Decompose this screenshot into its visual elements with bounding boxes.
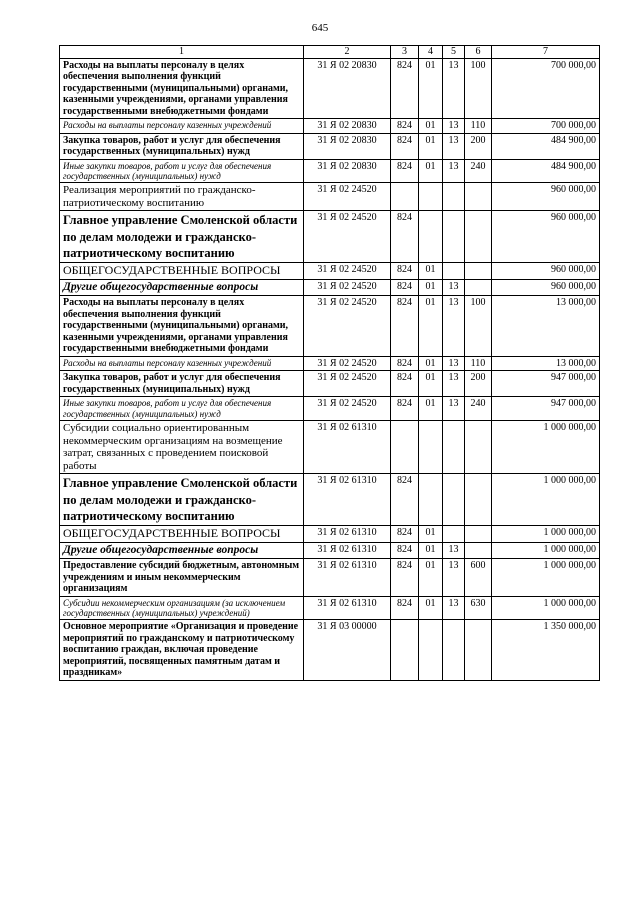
col-header-name: 1 bbox=[60, 46, 304, 59]
cell-rz: 01 bbox=[419, 58, 443, 119]
cell-pr: 13 bbox=[443, 159, 465, 183]
table-row bbox=[60, 356, 600, 371]
cell-rz: 01 bbox=[419, 543, 443, 559]
cell-sum: 960 000,00 bbox=[492, 211, 600, 263]
cell-vr: 100 bbox=[465, 296, 492, 357]
table-row bbox=[60, 526, 600, 543]
cell-sum: 13 000,00 bbox=[492, 296, 600, 357]
cell-vr: 110 bbox=[465, 119, 492, 134]
cell-sum: 960 000,00 bbox=[492, 280, 600, 296]
cell-vr: 240 bbox=[465, 397, 492, 421]
cell-vr: 600 bbox=[465, 559, 492, 597]
cell-code: 31 Я 02 24520 bbox=[304, 211, 391, 263]
table-row bbox=[60, 596, 600, 620]
cell-ved: 824 bbox=[391, 596, 419, 620]
cell-rz: 01 bbox=[419, 133, 443, 159]
cell-name: Основное мероприятие «Организация и проведение мероприятий по гражданскому и патриотическому воспитанию граждан, включая проведение мероприятий, посвященных памятным датам и праздникам» bbox=[60, 620, 304, 681]
cell-rz: 01 bbox=[419, 596, 443, 620]
cell-sum: 1 000 000,00 bbox=[492, 526, 600, 543]
cell-pr: 13 bbox=[443, 296, 465, 357]
cell-name: Субсидии некоммерческим организациям (за исключением государственных (муниципальных) учреждений) bbox=[60, 596, 304, 620]
cell-vr bbox=[465, 543, 492, 559]
cell-name: Главное управление Смоленской области по делам молодежи и гражданско-патриотическому воспитанию bbox=[60, 474, 304, 526]
cell-ved: 824 bbox=[391, 133, 419, 159]
cell-code: 31 Я 02 24520 bbox=[304, 371, 391, 397]
cell-name: ОБЩЕГОСУДАРСТВЕННЫЕ ВОПРОСЫ bbox=[60, 526, 304, 543]
cell-ved: 824 bbox=[391, 159, 419, 183]
cell-pr bbox=[443, 474, 465, 526]
cell-name: Главное управление Смоленской области по делам молодежи и гражданско-патриотическому воспитанию bbox=[60, 211, 304, 263]
cell-sum: 484 900,00 bbox=[492, 133, 600, 159]
cell-vr: 240 bbox=[465, 159, 492, 183]
cell-code: 31 Я 02 61310 bbox=[304, 526, 391, 543]
col-header-rz: 4 bbox=[419, 46, 443, 59]
cell-name: Расходы на выплаты персоналу в целях обеспечения выполнения функций государственными (муниципальными) органами, казенными учреждениями, органами управления государственными внебюджетными фондами bbox=[60, 296, 304, 357]
col-header-vr: 6 bbox=[465, 46, 492, 59]
cell-ved: 824 bbox=[391, 397, 419, 421]
table-row bbox=[60, 211, 600, 263]
table-row bbox=[60, 280, 600, 296]
cell-rz: 01 bbox=[419, 263, 443, 280]
cell-vr bbox=[465, 620, 492, 681]
cell-name: ОБЩЕГОСУДАРСТВЕННЫЕ ВОПРОСЫ bbox=[60, 263, 304, 280]
cell-code: 31 Я 02 61310 bbox=[304, 559, 391, 597]
cell-code: 31 Я 02 20830 bbox=[304, 58, 391, 119]
cell-sum: 960 000,00 bbox=[492, 183, 600, 211]
table-row bbox=[60, 133, 600, 159]
cell-pr bbox=[443, 420, 465, 474]
cell-rz: 01 bbox=[419, 397, 443, 421]
cell-rz: 01 bbox=[419, 526, 443, 543]
cell-rz bbox=[419, 183, 443, 211]
cell-code: 31 Я 02 24520 bbox=[304, 280, 391, 296]
page-number: 645 bbox=[311, 22, 329, 34]
cell-name: Закупка товаров, работ и услуг для обеспечения государственных (муниципальных) нужд bbox=[60, 133, 304, 159]
cell-ved: 824 bbox=[391, 371, 419, 397]
table-row bbox=[60, 183, 600, 211]
cell-pr: 13 bbox=[443, 119, 465, 134]
cell-name: Реализация мероприятий по гражданско-патриотическому воспитанию bbox=[60, 183, 304, 211]
cell-code: 31 Я 02 61310 bbox=[304, 474, 391, 526]
col-header-sum: 7 bbox=[492, 46, 600, 59]
col-header-code: 2 bbox=[304, 46, 391, 59]
table-row bbox=[60, 58, 600, 119]
cell-code: 31 Я 02 24520 bbox=[304, 296, 391, 357]
cell-sum: 1 000 000,00 bbox=[492, 543, 600, 559]
cell-pr: 13 bbox=[443, 397, 465, 421]
cell-name: Другие общегосударственные вопросы bbox=[60, 280, 304, 296]
cell-vr bbox=[465, 211, 492, 263]
cell-code: 31 Я 02 24520 bbox=[304, 263, 391, 280]
cell-vr: 200 bbox=[465, 133, 492, 159]
cell-ved bbox=[391, 420, 419, 474]
table-row bbox=[60, 296, 600, 357]
cell-pr: 13 bbox=[443, 58, 465, 119]
cell-ved: 824 bbox=[391, 474, 419, 526]
col-header-pr: 5 bbox=[443, 46, 465, 59]
cell-ved bbox=[391, 183, 419, 211]
cell-name: Другие общегосударственные вопросы bbox=[60, 543, 304, 559]
cell-ved bbox=[391, 620, 419, 681]
table-header-row bbox=[60, 46, 600, 59]
cell-sum: 1 350 000,00 bbox=[492, 620, 600, 681]
cell-sum: 700 000,00 bbox=[492, 119, 600, 134]
cell-sum: 1 000 000,00 bbox=[492, 596, 600, 620]
cell-code: 31 Я 03 00000 bbox=[304, 620, 391, 681]
cell-rz: 01 bbox=[419, 296, 443, 357]
cell-vr bbox=[465, 526, 492, 543]
cell-ved: 824 bbox=[391, 559, 419, 597]
cell-pr: 13 bbox=[443, 133, 465, 159]
cell-ved: 824 bbox=[391, 211, 419, 263]
cell-pr: 13 bbox=[443, 280, 465, 296]
cell-pr bbox=[443, 183, 465, 211]
cell-rz bbox=[419, 474, 443, 526]
cell-sum: 700 000,00 bbox=[492, 58, 600, 119]
table-row bbox=[60, 119, 600, 134]
cell-vr: 200 bbox=[465, 371, 492, 397]
cell-sum: 1 000 000,00 bbox=[492, 420, 600, 474]
cell-ved: 824 bbox=[391, 543, 419, 559]
cell-ved: 824 bbox=[391, 526, 419, 543]
cell-sum: 1 000 000,00 bbox=[492, 474, 600, 526]
cell-rz bbox=[419, 211, 443, 263]
cell-vr: 110 bbox=[465, 356, 492, 371]
cell-ved: 824 bbox=[391, 58, 419, 119]
cell-code: 31 Я 02 61310 bbox=[304, 543, 391, 559]
cell-name: Иные закупки товаров, работ и услуг для обеспечения государственных (муниципальных) нужд bbox=[60, 159, 304, 183]
cell-sum: 13 000,00 bbox=[492, 356, 600, 371]
cell-vr bbox=[465, 183, 492, 211]
cell-code: 31 Я 02 61310 bbox=[304, 420, 391, 474]
cell-ved: 824 bbox=[391, 119, 419, 134]
cell-sum: 1 000 000,00 bbox=[492, 559, 600, 597]
cell-sum: 947 000,00 bbox=[492, 397, 600, 421]
cell-sum: 484 900,00 bbox=[492, 159, 600, 183]
table-row bbox=[60, 397, 600, 421]
cell-name: Закупка товаров, работ и услуг для обеспечения государственных (муниципальных) нужд bbox=[60, 371, 304, 397]
cell-vr: 630 bbox=[465, 596, 492, 620]
cell-pr: 13 bbox=[443, 356, 465, 371]
cell-sum: 947 000,00 bbox=[492, 371, 600, 397]
cell-code: 31 Я 02 20830 bbox=[304, 119, 391, 134]
cell-ved: 824 bbox=[391, 263, 419, 280]
table-row bbox=[60, 420, 600, 474]
table-row bbox=[60, 474, 600, 526]
cell-rz: 01 bbox=[419, 280, 443, 296]
cell-vr bbox=[465, 420, 492, 474]
cell-code: 31 Я 02 61310 bbox=[304, 596, 391, 620]
cell-ved: 824 bbox=[391, 356, 419, 371]
cell-name: Субсидии социально ориентированным некоммерческим организациям на возмещение затрат, связанных с проведением поисковой работы bbox=[60, 420, 304, 474]
cell-code: 31 Я 02 24520 bbox=[304, 183, 391, 211]
cell-name: Расходы на выплаты персоналу казенных учреждений bbox=[60, 119, 304, 134]
cell-name: Расходы на выплаты персоналу казенных учреждений bbox=[60, 356, 304, 371]
cell-pr bbox=[443, 263, 465, 280]
cell-code: 31 Я 02 20830 bbox=[304, 159, 391, 183]
cell-rz: 01 bbox=[419, 119, 443, 134]
cell-pr bbox=[443, 526, 465, 543]
cell-vr bbox=[465, 474, 492, 526]
cell-rz bbox=[419, 620, 443, 681]
cell-pr: 13 bbox=[443, 596, 465, 620]
cell-sum: 960 000,00 bbox=[492, 263, 600, 280]
cell-rz: 01 bbox=[419, 371, 443, 397]
cell-vr bbox=[465, 263, 492, 280]
cell-pr bbox=[443, 620, 465, 681]
cell-code: 31 Я 02 20830 bbox=[304, 133, 391, 159]
table-row bbox=[60, 543, 600, 559]
cell-ved: 824 bbox=[391, 280, 419, 296]
cell-code: 31 Я 02 24520 bbox=[304, 397, 391, 421]
cell-pr bbox=[443, 211, 465, 263]
cell-vr: 100 bbox=[465, 58, 492, 119]
cell-name: Предоставление субсидий бюджетным, автономным учреждениям и иным некоммерческим организациям bbox=[60, 559, 304, 597]
cell-rz: 01 bbox=[419, 159, 443, 183]
cell-pr: 13 bbox=[443, 371, 465, 397]
cell-rz: 01 bbox=[419, 559, 443, 597]
cell-name: Иные закупки товаров, работ и услуг для обеспечения государственных (муниципальных) нужд bbox=[60, 397, 304, 421]
cell-vr bbox=[465, 280, 492, 296]
cell-name: Расходы на выплаты персоналу в целях обеспечения выполнения функций государственными (муниципальными) органами, казенными учреждениями, органами управления государственными внебюджетными фондами bbox=[60, 58, 304, 119]
budget-table bbox=[59, 45, 600, 681]
table-row bbox=[60, 263, 600, 280]
cell-pr: 13 bbox=[443, 543, 465, 559]
cell-rz: 01 bbox=[419, 356, 443, 371]
cell-pr: 13 bbox=[443, 559, 465, 597]
cell-rz bbox=[419, 420, 443, 474]
cell-ved: 824 bbox=[391, 296, 419, 357]
col-header-ved: 3 bbox=[391, 46, 419, 59]
table-row bbox=[60, 371, 600, 397]
table-row bbox=[60, 559, 600, 597]
table-row bbox=[60, 159, 600, 183]
table-row bbox=[60, 620, 600, 681]
cell-code: 31 Я 02 24520 bbox=[304, 356, 391, 371]
